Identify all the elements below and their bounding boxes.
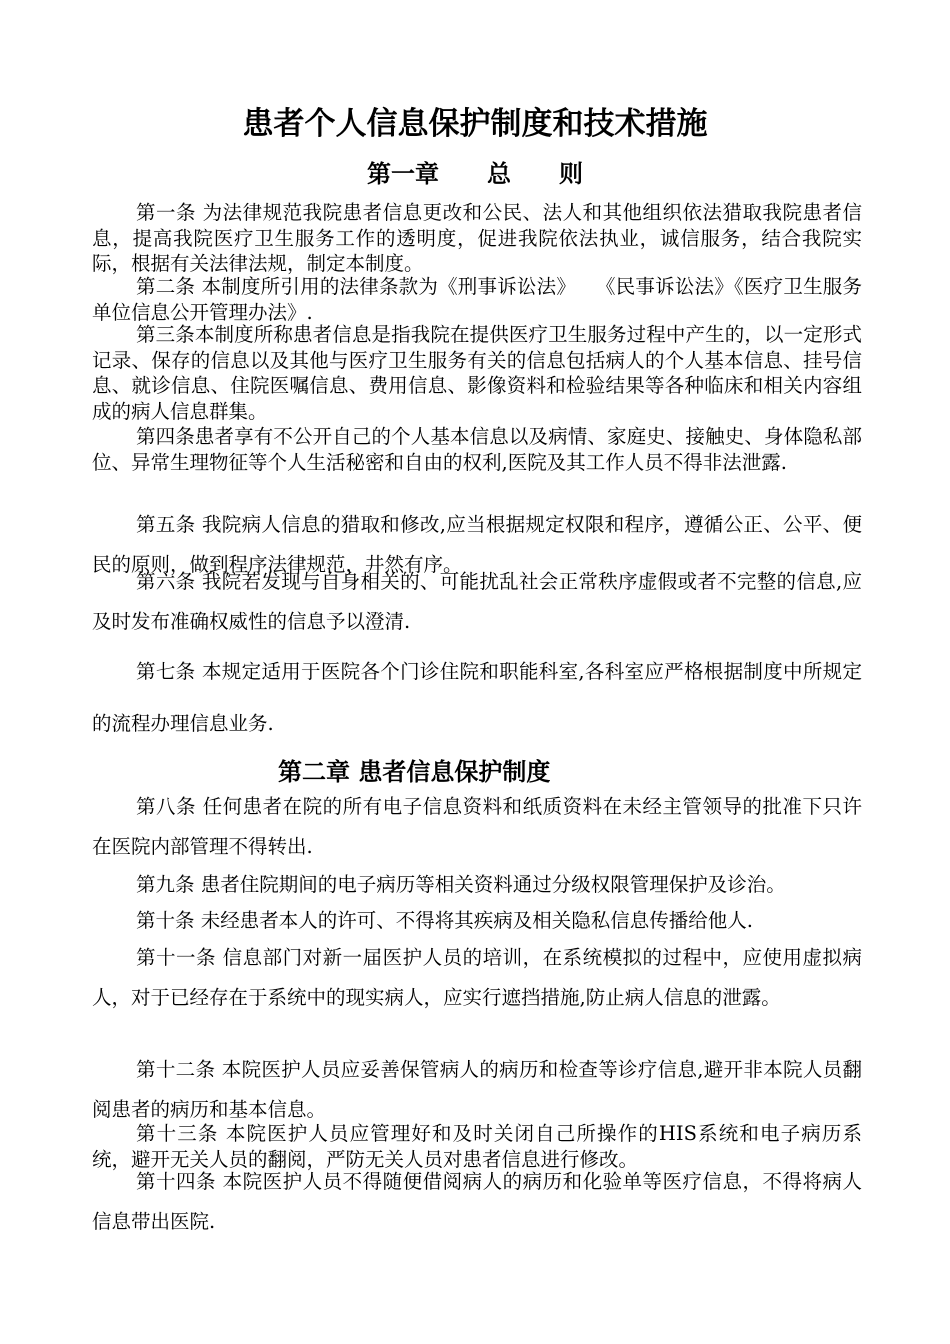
article-11: 第十一条 信息部门对新一届医护人员的培训，在系统模拟的过程中，应使用虚拟病人，对于已经存在于系统中的现实病人，应实行遮挡措施,防止病人信息的泄露。 [92,946,862,1009]
article-8: 第八条 任何患者在院的所有电子信息资料和纸质资料在未经主管领导的批准下只许在医院内部管理不得转出. [92,795,862,858]
document-title: 患者个人信息保护制度和技术措施 [242,106,708,142]
chapter-2-heading: 第二章 患者信息保护制度 [278,758,551,786]
article-4: 第四条患者享有不公开自己的个人基本信息以及病情、家庭史、接触史、身体隐私部位、异常生理物征等个人生活秘密和自由的权利,医院及其工作人员不得非法泄露. [92,425,862,474]
article-9: 第九条 患者住院期间的电子病历等相关资料通过分级权限管理保护及诊治。 [136,873,786,896]
article-6: 第六条 我院若发现与自身相关的、可能扰乱社会正常秩序虚假或者不完整的信息,应及时发布准确权威性的信息予以澄清. [92,570,862,633]
article-14: 第十四条 本院医护人员不得随便借阅病人的病历和化验单等医疗信息，不得将病人信息带出医院. [92,1170,862,1233]
article-13: 第十三条 本院医护人员应管理好和及时关闭自己所操作的HIS系统和电子病历系统，避开无关人员的翻阅，严防无关人员对患者信息进行修改。 [92,1122,862,1171]
article-12: 第十二条 本院医护人员应妥善保管病人的病历和检查等诊疗信息,避开非本院人员翻阅患者的病历和基本信息。 [92,1058,862,1121]
article-10: 第十条 未经患者本人的许可、不得将其疾病及相关隐私信息传播给他人. [136,909,753,932]
article-1: 第一条 为法律规范我院患者信息更改和公民、法人和其他组织依法猎取我院患者信息，提高我院医疗卫生服务工作的透明度，促进我院依法执业，诚信服务，结合我院实际，根据有关法律法规，制定本制度。 [92,201,862,275]
article-7: 第七条 本规定适用于医院各个门诊住院和职能科室,各科室应严格根据制度中所规定的流程办理信息业务. [92,660,862,735]
article-5: 第五条 我院病人信息的猎取和修改,应当根据规定权限和程序，遵循公正、公平、便民的原则，做到程序法律规范，井然有序。 [92,513,862,576]
chapter-1-heading: 第一章 总 则 [367,160,583,188]
article-3: 第三条本制度所称患者信息是指我院在提供医疗卫生服务过程中产生的，以一定形式记录、保存的信息以及其他与医疗卫生服务有关的信息包括病人的个人基本信息、挂号信息、就诊信息、住院医嘱信息、费用信息、影像资料和检验结果等各种临床和相关内容组成的病人信息群集。 [92,323,862,423]
article-2: 第二条 本制度所引用的法律条款为《刑事诉讼法》 《民事诉讼法》《医疗卫生服务单位信息公开管理办法》. [92,275,862,324]
